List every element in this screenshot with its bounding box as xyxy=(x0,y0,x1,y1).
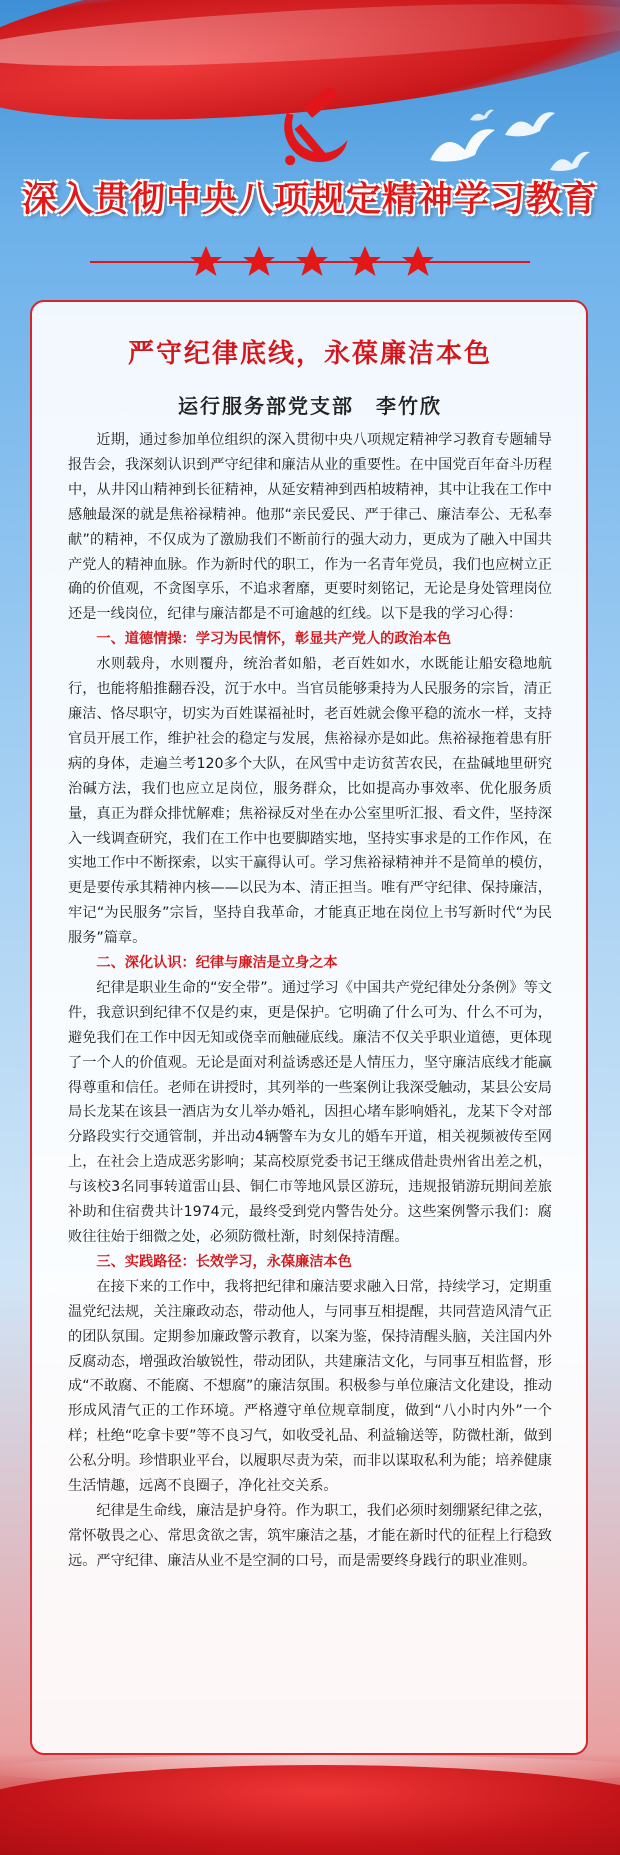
intro-paragraph: 近期，通过参加单位组织的深入贯彻中央八项规定精神学习教育专题辅导报告会，我深刻认识到严守纪律和廉洁从业的重要性。在中国党百年奋斗历程中，从井冈山精神到长征精神，从延安精神到西柏坡精神，其中让我在工作中感触最深的就是焦裕禄精神。他那“亲民爱民、严于律己、廉洁奉公、无私奉献”的精神，不仅成为了激励我们不断前行的强大动力，更成为了融入中国共产党人的精神血脉。作为新时代的职工，作为一名青年党员，我们也应树立正确的价值观，不贪图享乐，不追求奢靡，更要时刻铭记，无论是身处管理岗位还是一线岗位，纪律与廉洁都是不可逾越的红线。以下是我的学习心得： xyxy=(68,432,552,623)
bottom-red-ribbon xyxy=(0,1765,620,1855)
section-heading-3: 三、实践路径：长效学习，永葆廉洁本色 xyxy=(96,1253,352,1270)
section-1-paragraph: 水则载舟，水则覆舟，统治者如船，老百姓如水，水既能让船安稳地航行，也能将船推翻吞没，沉于水中。当官员能够秉持为人民服务的宗旨，清正廉洁、恪尽职守，切实为百姓谋福祉时，老百姓就会像平稳的流水一样，支持官员开展工作，维护社会的稳定与发展，焦裕禄亦是如此。焦裕禄拖着患有肝病的身体，走遍兰考120多个大队，在风雪中走访贫苦农民，在盐碱地里研究治碱方法，我们也应立足岗位，服务群众，比如提高办事效率、优化服务质量，真正为群众排忧解难；焦裕禄反对坐在办公室里听汇报、看文件，坚持深入一线调查研究，我们在工作中也要脚踏实地，坚持实事求是的工作作风，在实地工作中不断探索，以实干赢得认可。学习焦裕禄精神并不是简单的模仿，更是要传承其精神内核——以民为本、清正担当。唯有严守纪律、保持廉洁，牢记“为民服务”宗旨，坚持自我革命，才能真正地在岗位上书写新时代“为民服务”篇章。 xyxy=(68,656,552,947)
party-emblem-icon xyxy=(270,88,354,172)
section-heading-1: 一、道德情操：学习为民情怀，彰显共产党人的政治本色 xyxy=(96,631,452,648)
section-heading-2: 二、深化认识：纪律与廉洁是立身之本 xyxy=(96,955,338,972)
section-3-paragraph: 在接下来的工作中，我将把纪律和廉洁要求融入日常，持续学习，定期重温党纪法规，关注廉政动态，带动他人，与同事互相提醒，共同营造风清气正的团队氛围。定期参加廉政警示教育，以案为鉴，保持清醒头脑，关注国内外反腐动态，增强政治敏锐性，带动团队，共建廉洁文化，与同事互相监督，形成“不敢腐、不能腐、不想腐”的廉洁氛围。积极参与单位廉洁文化建设，推动形成风清气正的工作环境。严格遵守单位规章制度，做到“八小时内外”一个样；杜绝“吃拿卡要”等不良习气，如收受礼品、利益输送等，防微杜渐，做到公私分明。珍惜职业平台，以履职尽责为荣，而非以谋取私利为能；培养健康生活情趣，远离不良圈子，净化社交关系。 xyxy=(68,1278,552,1495)
section-2-paragraph: 纪律是职业生命的“安全带”。通过学习《中国共产党纪律处分条例》等文件，我意识到纪律不仅是约束，更是保护。它明确了什么可为、什么不可为，避免我们在工作中因无知或侥幸而触碰底线。廉洁不仅关乎职业道德，更体现了一个人的价值观。无论是面对利益诱惑还是人情压力，坚守廉洁底线才能赢得尊重和信任。老师在讲授时，其列举的一些案例让我深受触动，某县公安局局长龙某在该县一酒店为女儿举办婚礼，因担心堵车影响婚礼，龙某下令对部分路段实行交通管制，并出动4辆警车为女儿的婚车开道，相关视频被传至网上，在社会上造成恶劣影响；某高校原党委书记王继成借赴贵州省出差之机，与该校3名同事转道雷山县、铜仁市等地风景区游玩，违规报销游玩期间差旅补助和住宿费共计1974元，最终受到党内警告处分。这些案例警示我们：腐败往往始于细微之处，必须防微杜渐，时刻保持清醒。 xyxy=(68,979,552,1245)
closing-paragraph: 纪律是生命线，廉洁是护身符。作为职工，我们必须时刻绷紧纪律之弦，常怀敬畏之心、常思贪欲之害，筑牢廉洁之基，才能在新时代的征程上行稳致远。严守纪律、廉洁从业不是空洞的口号，而是需要终身践行的职业准则。 xyxy=(68,1502,552,1569)
article-body xyxy=(68,428,552,1574)
banner-title: 深入贯彻中央八项规定精神学习教育 xyxy=(21,180,598,220)
stars-row xyxy=(0,242,620,282)
article-author: 运行服务部党支部 李竹欣 xyxy=(178,394,442,418)
article-title: 严守纪律底线，永葆廉洁本色 xyxy=(127,339,492,369)
